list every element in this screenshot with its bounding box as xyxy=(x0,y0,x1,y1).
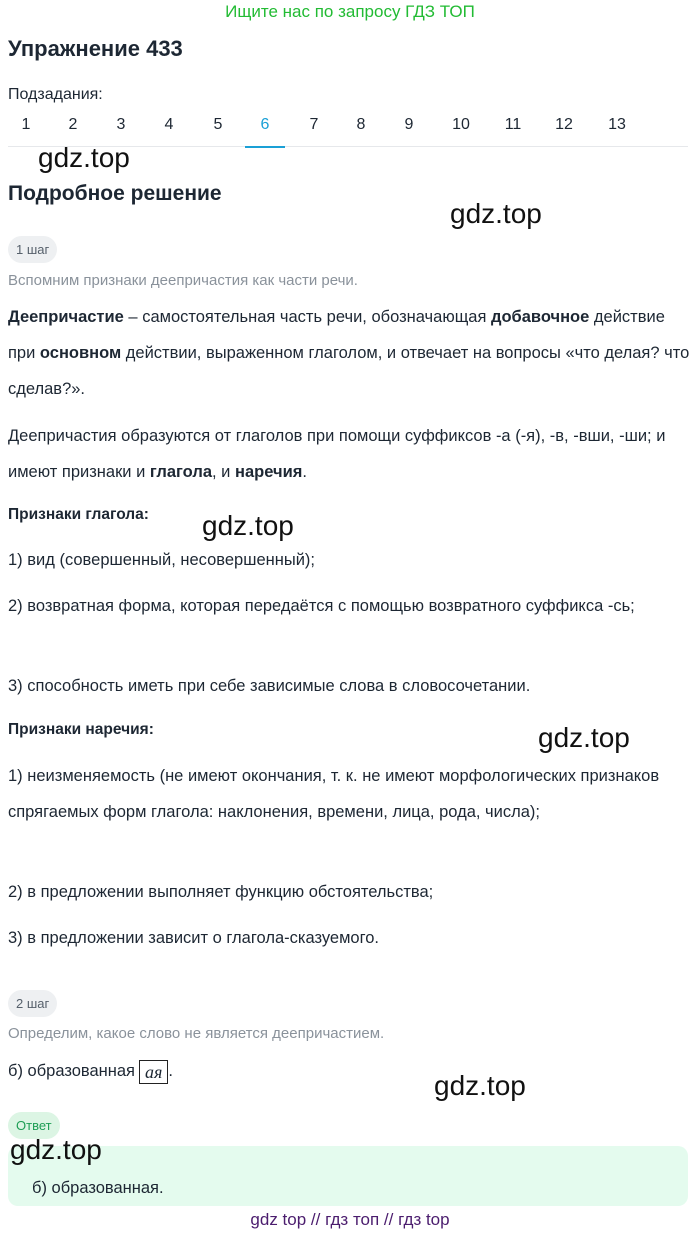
adverb-item: 1) неизменяемость (не имеют окончания, т. к. не имеют морфологических признаков спрягаемых форм глагола: наклонения, времени, лица, рода, числа); xyxy=(8,767,660,821)
subtask-tab-7[interactable]: 7 xyxy=(309,116,319,133)
subtask-tab-4[interactable]: 4 xyxy=(164,116,174,133)
step-hint: Определим, какое слово не является деепричастием. xyxy=(8,1025,385,1042)
watermark: gdz.top xyxy=(450,198,542,229)
subtask-tab-5[interactable]: 5 xyxy=(213,116,223,133)
step2-answer xyxy=(8,1053,692,1089)
text-span: действии, выраженном глаголом, и отвечает на вопросы «что делая? что сделав?». xyxy=(8,344,690,398)
text-span: Деепричастия образуются от глаголов при помощи суффиксов -а (-я), -в, -вши, -ши; и имеют признаки и xyxy=(8,427,666,481)
text-span: . xyxy=(168,1062,173,1080)
verb-item: 3) способность иметь при себе зависимые слова в словосочетании. xyxy=(8,677,531,695)
verb-heading xyxy=(8,497,692,533)
text-span: – самостоятельная часть речи, обозначающая xyxy=(123,308,491,326)
suffix-mark: ая xyxy=(139,1060,168,1084)
verb-item: 2) возвратная форма, которая передаётся с помощью возвратного суффикса -сь; xyxy=(8,597,635,615)
subtask-tab-11[interactable]: 11 xyxy=(504,116,522,133)
heading-colon: : xyxy=(148,721,154,738)
formation-paragraph xyxy=(8,418,692,490)
step-badge: 2 шаг xyxy=(8,990,57,1017)
term-bold: основном xyxy=(39,344,122,362)
subtask-tab-2[interactable]: 2 xyxy=(68,116,78,133)
text-span: б) образованная xyxy=(8,1062,135,1080)
step-badge: 1 шаг xyxy=(8,236,57,263)
answer-text: б) образованная. xyxy=(32,1179,164,1197)
subtask-tab-8[interactable]: 8 xyxy=(356,116,366,133)
promo-banner[interactable]: Ищите нас по запросу ГДЗ ТОП xyxy=(225,2,475,21)
solution-title: Подробное решение xyxy=(8,182,222,205)
adverb-item: 2) в предложении выполняет функцию обстоятельства; xyxy=(8,883,434,901)
term-bold: добавочное xyxy=(490,308,590,326)
heading-colon: : xyxy=(143,506,149,523)
page-title: Упражнение 433 xyxy=(8,36,183,61)
watermark: gdz.top xyxy=(538,722,630,753)
definition-paragraph xyxy=(8,299,692,407)
subtasks-label: Подзадания: xyxy=(8,86,103,103)
watermark: gdz.top xyxy=(38,142,130,173)
footer-links[interactable]: gdz top // гдз топ // гдз top xyxy=(250,1210,450,1229)
watermark: gdz.top xyxy=(10,1134,102,1165)
subtask-tab-3[interactable]: 3 xyxy=(116,116,126,133)
subtask-tab-6[interactable]: 6 xyxy=(245,116,285,148)
watermark: gdz.top xyxy=(202,510,294,541)
text-span: , и xyxy=(212,463,235,481)
subtask-tab-10[interactable]: 10 xyxy=(452,116,470,133)
watermark: gdz.top xyxy=(434,1070,526,1101)
subtask-tab-12[interactable]: 12 xyxy=(555,116,573,133)
step-hint: Вспомним признаки деепричастия как части речи. xyxy=(8,272,358,289)
term-bold: Деепричастие xyxy=(8,308,124,326)
verb-item: 1) вид (совершенный, несовершенный); xyxy=(8,551,315,569)
subtask-tab-1[interactable]: 1 xyxy=(21,116,31,133)
adverb-item: 3) в предложении зависит о глагола-сказуемого. xyxy=(8,929,380,947)
term-bold: глагола xyxy=(149,463,213,481)
text-span: действие при xyxy=(8,308,665,362)
term-bold: наречия xyxy=(235,463,303,481)
subtask-tab-9[interactable]: 9 xyxy=(404,116,414,133)
subtask-tab-13[interactable]: 13 xyxy=(608,116,626,133)
answer-badge: Ответ xyxy=(8,1112,60,1139)
text-span: . xyxy=(302,463,307,481)
heading-bold: Признаки наречия xyxy=(8,721,149,738)
heading-bold: Признаки глагола xyxy=(8,506,144,523)
